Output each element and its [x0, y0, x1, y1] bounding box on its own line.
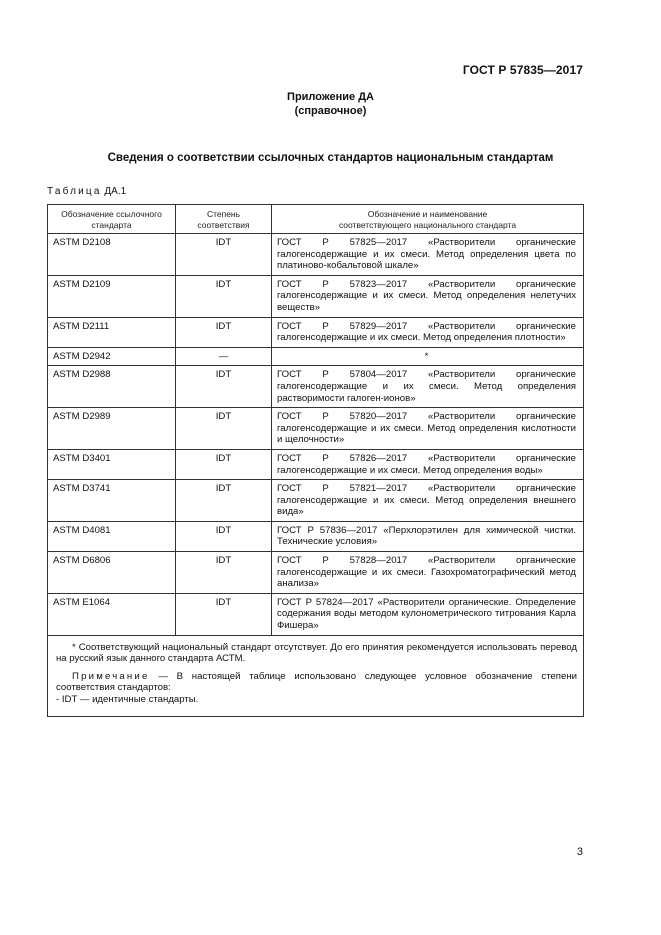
national-standard-cell: ГОСТ Р 57823—2017 «Растворители органические галогенсодержащие и их смеси. Метод определения нелетучих веществ» — [272, 275, 584, 317]
reference-code-cell: ASTM D2942 — [48, 347, 176, 366]
table-caption — [47, 186, 126, 197]
degree-cell: — — [176, 347, 272, 366]
national-standard-cell: ГОСТ Р 57804—2017 «Растворители органические галогенсодержащие и их смеси. Метод определения растворимости галоген-ионов» — [272, 366, 584, 408]
reference-code-cell: ASTM D3401 — [48, 449, 176, 479]
table-row — [48, 449, 584, 479]
table-header-row — [48, 205, 584, 234]
table-row — [48, 366, 584, 408]
reference-code-cell: ASTM D2109 — [48, 275, 176, 317]
column-header-national-standard — [272, 205, 584, 234]
table-row — [48, 234, 584, 276]
section-heading: Сведения о соответствии ссылочных стандартов национальным стандартам — [107, 152, 554, 164]
degree-cell: IDT — [176, 449, 272, 479]
degree-cell: IDT — [176, 275, 272, 317]
national-standard-cell: ГОСТ Р 57836—2017 «Перхлорэтилен для химической чистки. Технические условия» — [272, 521, 584, 551]
reference-code-cell: ASTM D2989 — [48, 408, 176, 450]
table-row — [48, 480, 584, 522]
national-standard-cell: ГОСТ Р 57820—2017 «Растворители органические галогенсодержащие и их смеси. Метод определения кислотности и щелочности» — [272, 408, 584, 450]
degree-cell: IDT — [176, 317, 272, 347]
reference-code-cell: ASTM D4081 — [48, 521, 176, 551]
reference-code-cell: ASTM D3741 — [48, 480, 176, 522]
national-standard-cell: ГОСТ Р 57824—2017 «Растворители органические. Определение содержания воды методом кулонометрического титрования Карла Фишера» — [272, 593, 584, 635]
degree-cell: IDT — [176, 552, 272, 594]
national-standard-cell: ГОСТ Р 57828—2017 «Растворители органические галогенсодержащие и их смеси. Газохроматографический метод анализа» — [272, 552, 584, 594]
reference-code-cell: ASTM D2988 — [48, 366, 176, 408]
degree-cell: IDT — [176, 593, 272, 635]
table-notes-row — [48, 635, 584, 716]
table-row — [48, 521, 584, 551]
table-caption-number: ДА.1 — [104, 186, 127, 197]
table-row — [48, 408, 584, 450]
note-item: - IDT — идентичные стандарты. — [56, 694, 199, 705]
appendix-title: Приложение ДА — [287, 91, 374, 103]
table-row — [48, 347, 584, 366]
document-code: ГОСТ Р 57835—2017 — [462, 63, 583, 77]
appendix-title-block — [0, 90, 661, 118]
table-notes-cell — [48, 635, 584, 716]
column-header-line: соответствия — [197, 219, 250, 230]
column-header-line: Обозначение ссылочного — [61, 209, 162, 219]
national-standard-cell: ГОСТ Р 57825—2017 «Растворители органические галогенсодержащие и их смеси. Метод определения цвета по платиново-кобальтовой шкале» — [272, 234, 584, 276]
degree-cell: IDT — [176, 366, 272, 408]
degree-cell: IDT — [176, 521, 272, 551]
degree-cell: IDT — [176, 234, 272, 276]
national-standard-cell: * — [272, 347, 584, 366]
note-text: — В настоящей таблице использовано следующее условное обозначение степени соответствия стандартов: — [56, 670, 577, 694]
national-standard-cell: ГОСТ Р 57829—2017 «Растворители органические галогенсодержащие и их смеси. Метод определения плотности» — [272, 317, 584, 347]
reference-code-cell: ASTM D2108 — [48, 234, 176, 276]
table-footnote: * Соответствующий национальный стандарт отсутствует. До его принятия рекомендуется использовать перевод на русский язык данного стандарта АСТМ. — [56, 641, 577, 665]
appendix-subtitle: (справочное) — [294, 105, 367, 117]
table-row — [48, 552, 584, 594]
page-number: 3 — [576, 846, 583, 858]
table-caption-label: Таблица — [47, 186, 102, 197]
correspondence-table — [47, 204, 584, 717]
table-row — [48, 593, 584, 635]
column-header-line: стандарта — [91, 219, 132, 230]
reference-code-cell: ASTM D2111 — [48, 317, 176, 347]
column-header-line: соответствующего национального стандарта — [338, 219, 517, 230]
table-note — [56, 671, 577, 694]
column-header-reference-standard — [48, 205, 176, 234]
national-standard-cell: ГОСТ Р 57821—2017 «Растворители органические галогенсодержащие и их смеси. Метод определения внешнего вида» — [272, 480, 584, 522]
note-label: Примечание — [72, 670, 150, 682]
degree-cell: IDT — [176, 480, 272, 522]
column-header-degree — [176, 205, 272, 234]
table-row — [48, 317, 584, 347]
reference-code-cell: ASTM D6806 — [48, 552, 176, 594]
degree-cell: IDT — [176, 408, 272, 450]
reference-code-cell: ASTM E1064 — [48, 593, 176, 635]
national-standard-cell: ГОСТ Р 57826—2017 «Растворители органические галогенсодержащие и их смеси. Метод определения воды» — [272, 449, 584, 479]
column-header-line: Обозначение и наименование — [367, 209, 488, 219]
table-row — [48, 275, 584, 317]
column-header-line: Степень — [206, 209, 241, 219]
